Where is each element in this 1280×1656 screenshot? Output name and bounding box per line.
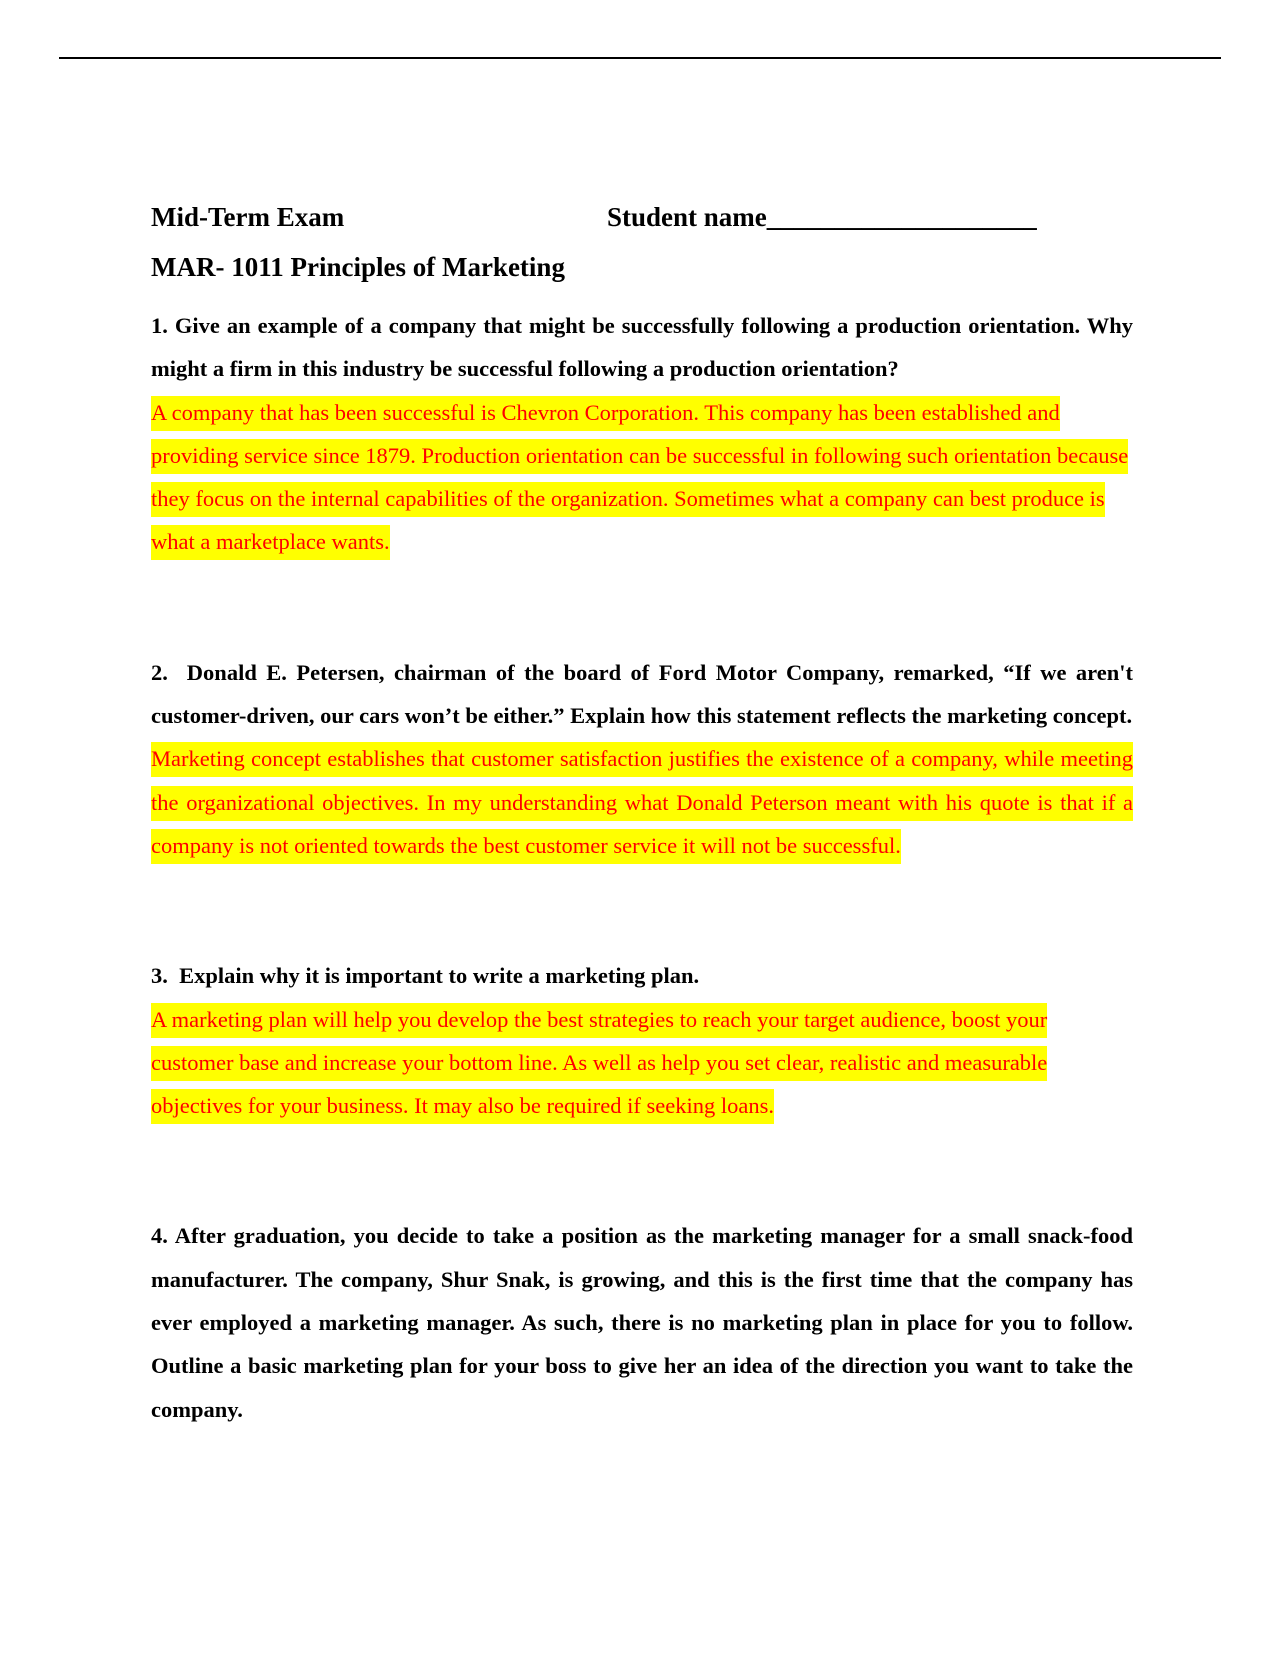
question-2-prompt: 2. Donald E. Petersen, chairman of the board of Ford Motor Company, remarked, “If we aren't customer-driven, our cars won’t be either.” Explain how this statement reflects the marketing concept.	[151, 659, 1133, 729]
course-title: MAR- 1011 Principles of Marketing	[151, 252, 565, 282]
exam-document	[151, 196, 1133, 1431]
question-2-answer	[151, 737, 1133, 867]
question-3-answer	[151, 998, 1133, 1128]
answer-highlight: Marketing concept establishes that customer satisfaction justifies the existence of a company, while meeting the organizational objectives. In my understanding what Donald Peterson meant with his quote is that if a company is not oriented towards the best customer service it will not be successful.	[151, 742, 1133, 864]
question-1-answer	[151, 391, 1133, 564]
answer-highlight: A company that has been successful is Chevron Corporation. This company has been established and providing service since 1879. Production orientation can be successful in following such orientation because they focus on the internal capabilities of the organization. Sometimes what a company can best produce is what a marketplace wants.	[151, 396, 1128, 561]
exam-header	[151, 196, 1133, 238]
question-3-prompt: 3. Explain why it is important to write a marketing plan.	[151, 963, 700, 989]
exam-title: Mid-Term Exam	[151, 202, 345, 232]
header-rule	[59, 57, 1221, 59]
student-name-field: Student name____________________	[607, 202, 1037, 232]
answer-highlight: A marketing plan will help you develop the best strategies to reach your target audience, boost your customer base and increase your bottom line. As well as help you set clear, realistic and measurable objectives for your business. It may also be required if seeking loans.	[151, 1003, 1047, 1125]
question-4-prompt: 4. After graduation, you decide to take a position as the marketing manager for a small snack-food manufacturer. The company, Shur Snak, is growing, and this is the first time that the company has ever employed a marketing manager. As such, there is no marketing plan in place for you to follow. Outline a basic marketing plan for your boss to give her an idea of the direction you want to take the company.	[151, 1223, 1133, 1422]
question-1-prompt: 1. Give an example of a company that might be successfully following a production orientation. Why might a firm in this industry be successful following a production orientation?	[151, 313, 1133, 382]
